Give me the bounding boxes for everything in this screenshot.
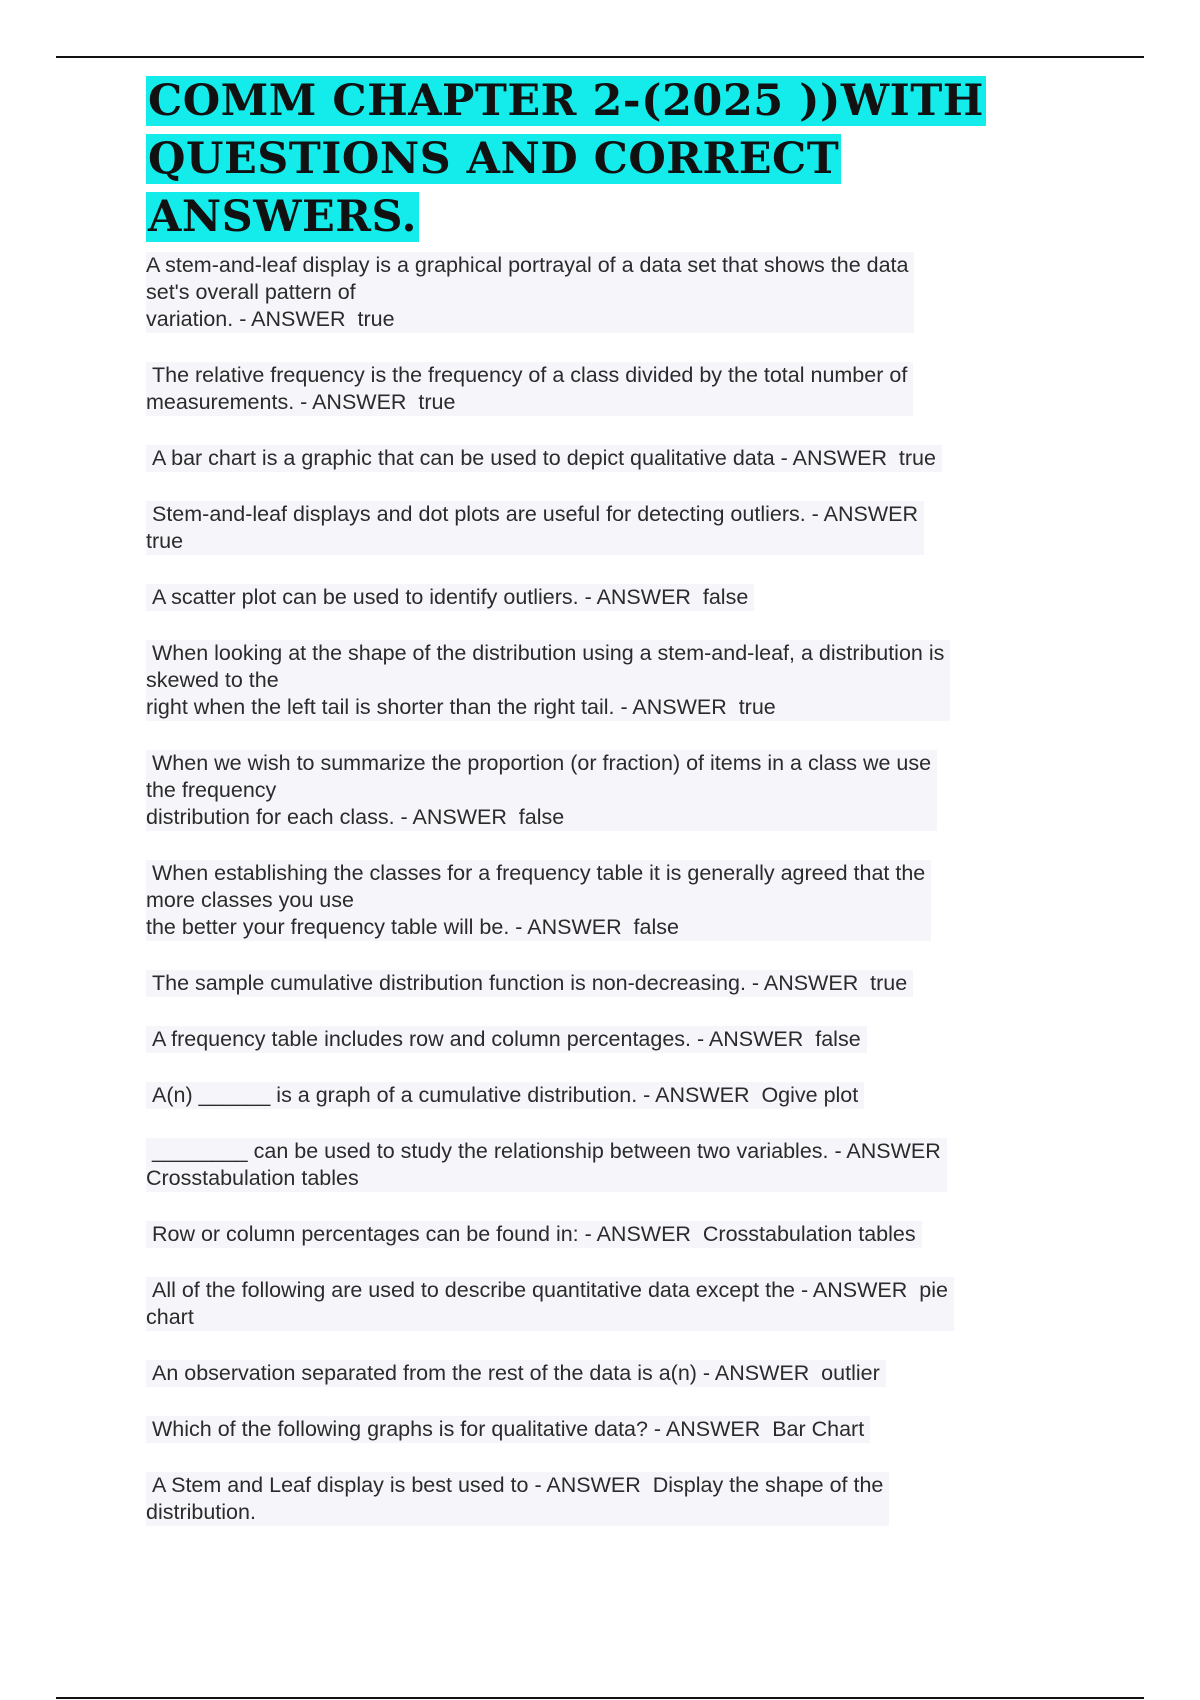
qa-item-11: A(n) ______ is a graph of a cumulative distribution. - ANSWER Ogive plot: [146, 1082, 864, 1109]
qa-item-10: A frequency table includes row and column percentages. - ANSWER false: [146, 1026, 867, 1053]
document-body: [146, 72, 1076, 1555]
qa-item-15: An observation separated from the rest of the data is a(n) - ANSWER outlier: [146, 1360, 886, 1387]
qa-item-4: Stem-and-leaf displays and dot plots are useful for detecting outliers. - ANSWER true: [146, 501, 924, 555]
qa-item-5: A scatter plot can be used to identify outliers. - ANSWER false: [146, 584, 754, 611]
qa-item-3: A bar chart is a graphic that can be used to depict qualitative data - ANSWER true: [146, 445, 942, 472]
top-rule: [56, 56, 1144, 58]
title-line-1: COMM CHAPTER 2-(2025 ))WITH: [148, 76, 984, 126]
bottom-rule: [56, 1697, 1144, 1699]
qa-item-16: Which of the following graphs is for qualitative data? - ANSWER Bar Chart: [146, 1416, 870, 1443]
qa-item-14: All of the following are used to describe quantitative data except the - ANSWER pie chart: [146, 1277, 954, 1331]
qa-item-17: A Stem and Leaf display is best used to - ANSWER Display the shape of the distribution.: [146, 1472, 889, 1526]
qa-item-2: The relative frequency is the frequency of a class divided by the total number of measurements. - ANSWER true: [146, 362, 913, 416]
qa-item-12: ________ can be used to study the relationship between two variables. - ANSWER Crosstabulation tables: [146, 1138, 947, 1192]
qa-list: [146, 252, 1076, 1555]
qa-item-8: When establishing the classes for a frequency table it is generally agreed that the more classes you use the better your frequency table will be. - ANSWER false: [146, 860, 931, 941]
document-title: [146, 72, 1076, 246]
qa-item-1: A stem-and-leaf display is a graphical portrayal of a data set that shows the data set's overall pattern of variation. - ANSWER true: [146, 252, 914, 333]
qa-item-13: Row or column percentages can be found in: - ANSWER Crosstabulation tables: [146, 1221, 922, 1248]
qa-item-7: When we wish to summarize the proportion (or fraction) of items in a class we use the frequency distribution for each class. - ANSWER false: [146, 750, 937, 831]
qa-item-9: The sample cumulative distribution function is non-decreasing. - ANSWER true: [146, 970, 913, 997]
qa-item-6: When looking at the shape of the distribution using a stem-and-leaf, a distribution is skewed to the right when the left tail is shorter than the right tail. - ANSWER true: [146, 640, 950, 721]
title-line-2: QUESTIONS AND CORRECT ANSWERS.: [148, 134, 840, 242]
